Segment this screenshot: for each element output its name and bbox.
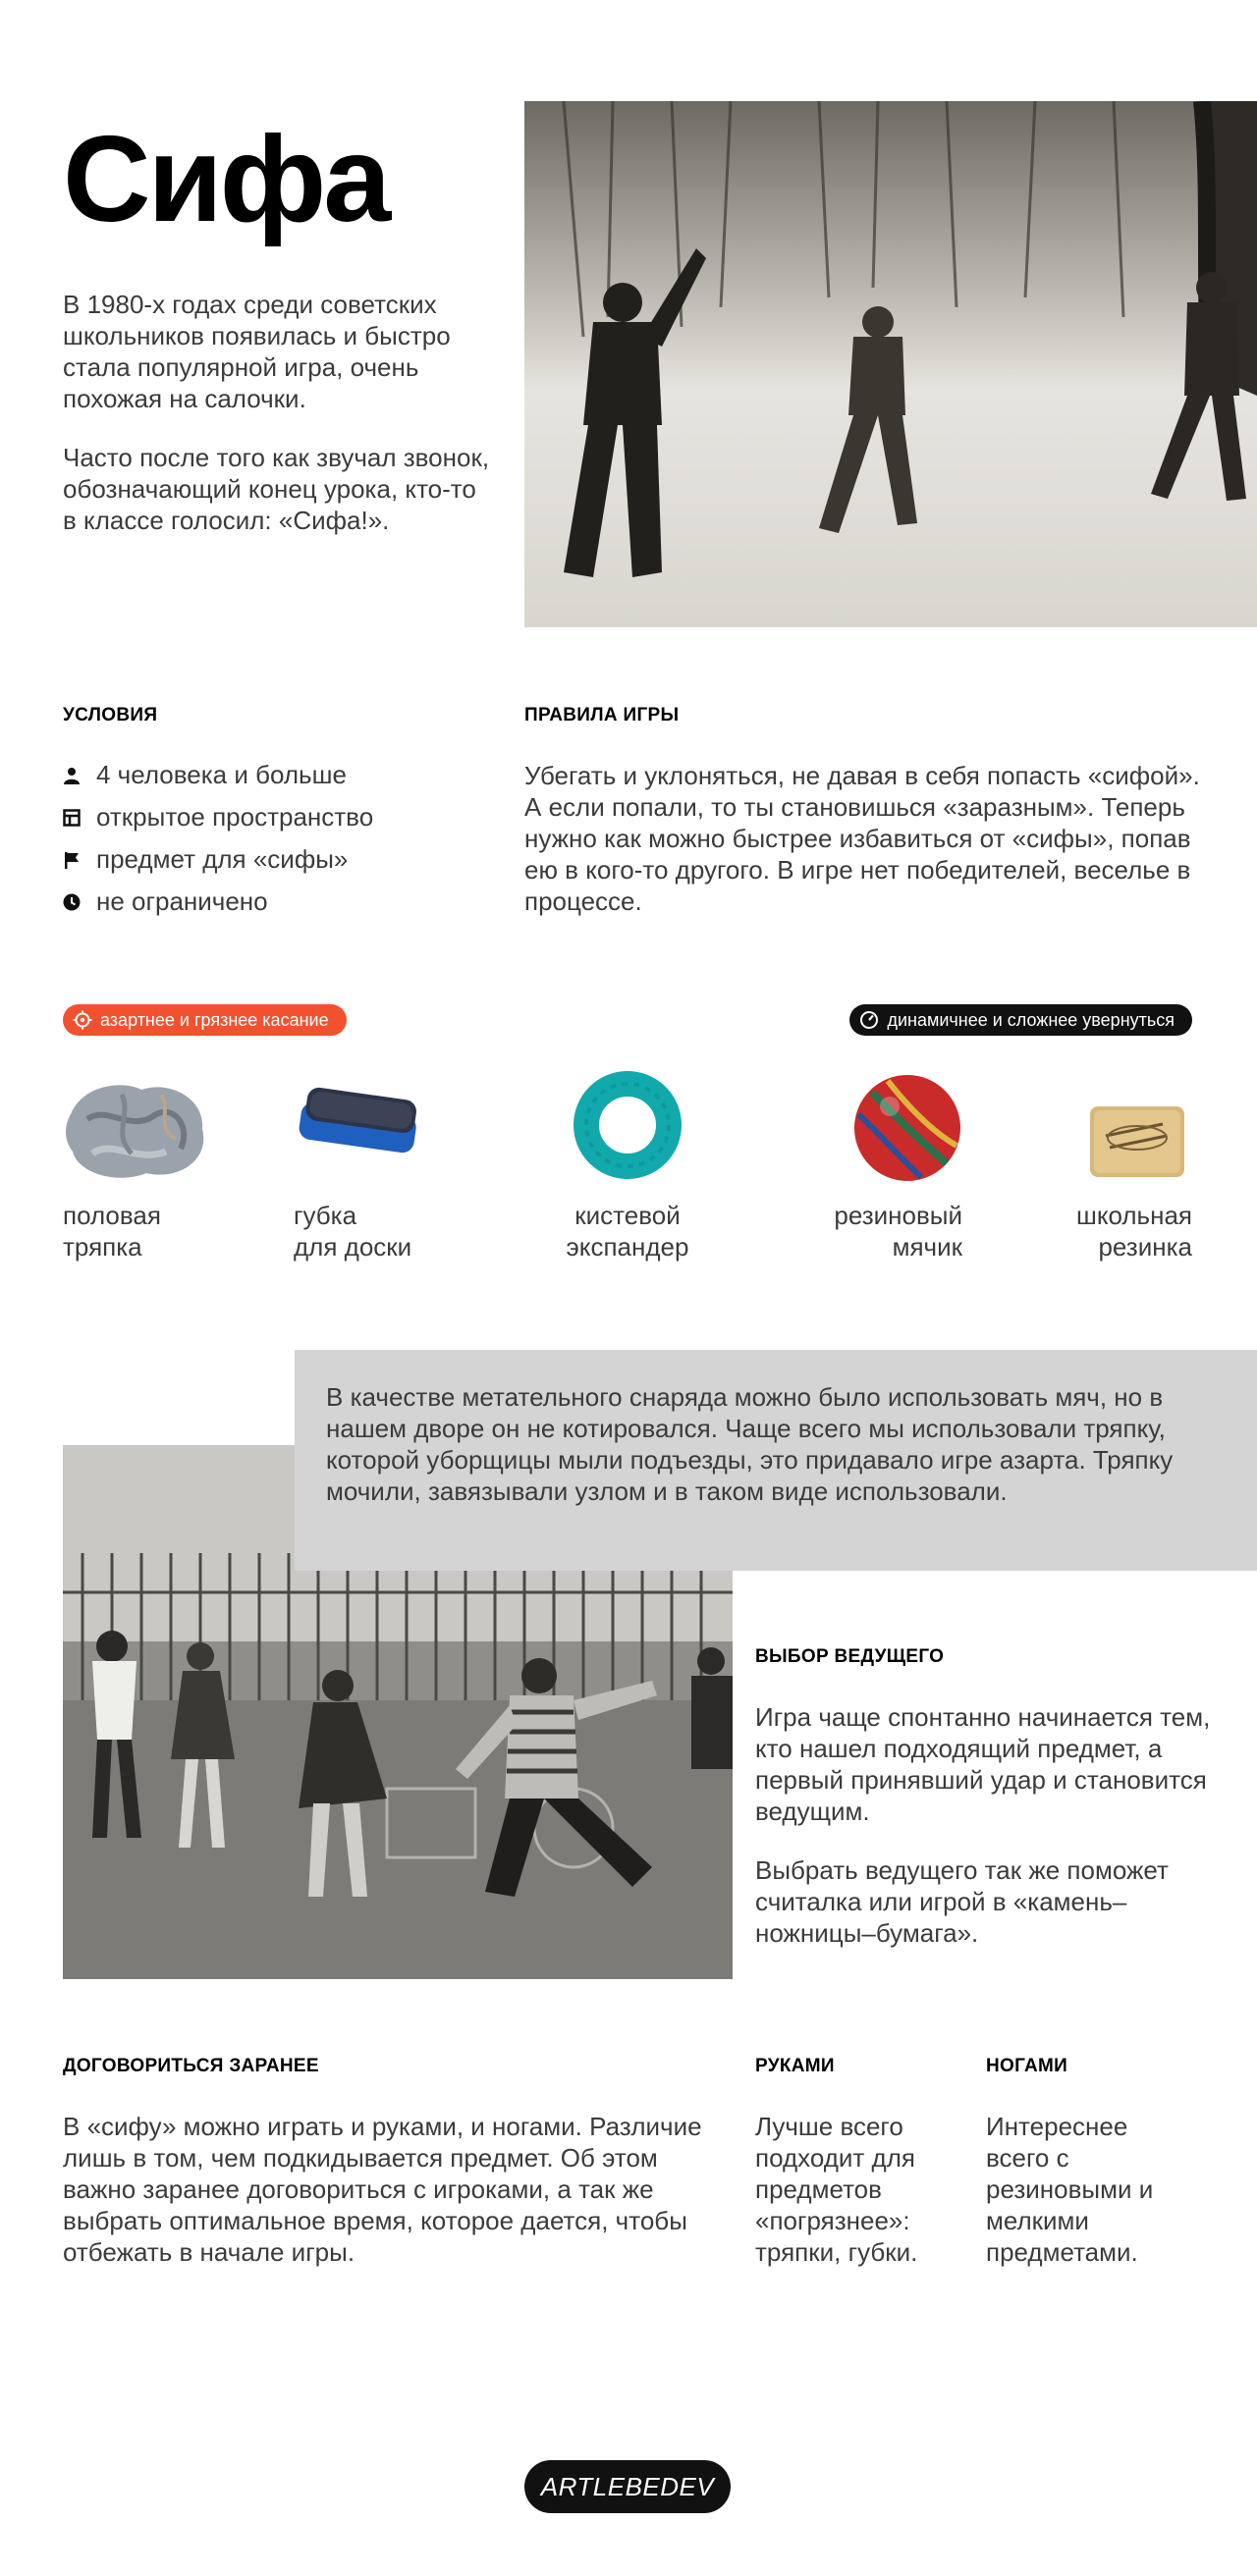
grid-icon: [63, 809, 81, 827]
item-label-expander: кистевой экспандер: [566, 1201, 689, 1261]
hands-text: Лучше всего подходит для предметов «погрязнее»: тряпки, губки.: [755, 2112, 918, 2267]
conditions-list: [63, 754, 373, 923]
feet-heading: НОГАМИ: [986, 2056, 1068, 2076]
quote-box: [295, 1350, 1257, 1571]
condition-text: предмет для «сифы»: [96, 844, 349, 874]
list-item: [63, 796, 373, 838]
sponge-icon: [295, 1080, 426, 1164]
condition-text: 4 человека и больше: [96, 760, 347, 789]
item-label-ball: резиновый мячик: [834, 1201, 962, 1261]
winter-game-photo: [524, 101, 1257, 627]
rules-text: Убегать и уклоняться, не давая в себя попасть «сифой». А если попали, то ты становишься «заразным». Теперь нужно как можно быстрее избавиться от «сифы», попав ею в кого-то другого. В игре нет победителей, веселье в процессе.: [524, 761, 1200, 916]
clock-icon: [63, 893, 81, 911]
list-item: [63, 881, 373, 923]
conditions-heading: УСЛОВИЯ: [63, 705, 158, 725]
condition-text: не ограничено: [96, 886, 268, 916]
leader-paragraph-2: Выбрать ведущего так же поможет считалка или игрой в «камень–ножницы–бумага».: [755, 1855, 1169, 1948]
item-label-eraser: школьная резинка: [1075, 1201, 1192, 1261]
condition-text: открытое пространство: [96, 802, 374, 832]
leader-paragraph-1: Игра чаще спонтанно начинается тем, кто нашел подходящий предмет, а первый принявший удар и становится ведущим.: [755, 1702, 1211, 1826]
expander-icon: [573, 1070, 683, 1180]
list-item: [63, 754, 373, 796]
page-title: Сифа: [63, 112, 389, 247]
flag-icon: [63, 851, 81, 869]
item-label-rag: половая тряпка: [63, 1201, 161, 1261]
feet-text: Интереснее всего с резиновыми и мелкими предметами.: [986, 2112, 1154, 2267]
target-icon: [73, 1010, 92, 1030]
badge-label: динамичнее и сложнее увернуться: [887, 1009, 1175, 1030]
ball-icon: [852, 1073, 962, 1183]
intro-paragraph-2: Часто после того как звучал звонок, обозначающий конец урока, кто-то в классе голосил: «Сифа!».: [63, 443, 490, 535]
intro-paragraph-1: В 1980-х годах среди советских школьников появилась и быстро стала популярной игра, очень похожая на салочки.: [63, 290, 451, 413]
badge-label: азартнее и грязнее касание: [100, 1009, 329, 1030]
hands-heading: РУКАМИ: [755, 2056, 835, 2076]
dynamic-badge: [849, 1004, 1192, 1036]
artlebedev-logo[interactable]: [524, 2460, 731, 2513]
gauge-icon: [859, 1010, 879, 1030]
leader-heading: ВЫБОР ВЕДУЩЕГО: [755, 1646, 945, 1667]
quote-text: В качестве метательного снаряда можно было использовать мяч, но в нашем дворе он не котировался. Чаще всего мы использовали тряпку, которой уборщицы мыли подъезды, это придавало игре азарта. Тряпку мочили, завязывали узлом и в таком виде использовали.: [326, 1382, 1174, 1506]
rag-icon: [63, 1075, 210, 1185]
agree-text: В «сифу» можно играть и руками, и ногами. Различие лишь в том, чем подкидывается предмет. Об этом важно заранее договориться с игроками, а так же выбрать оптимальное время, которое дается, чтобы отбежать в начале игры.: [63, 2112, 702, 2267]
agree-heading: ДОГОВОРИТЬСЯ ЗАРАНЕЕ: [63, 2056, 319, 2076]
eraser-icon: [1086, 1100, 1188, 1181]
dirty-touch-badge: [63, 1004, 347, 1036]
list-item: [63, 838, 373, 881]
logo-text: ARTLEBEDEV: [540, 2471, 715, 2501]
person-icon: [63, 767, 81, 784]
rules-heading: ПРАВИЛА ИГРЫ: [524, 705, 680, 725]
item-label-sponge: губка для доски: [294, 1201, 412, 1261]
